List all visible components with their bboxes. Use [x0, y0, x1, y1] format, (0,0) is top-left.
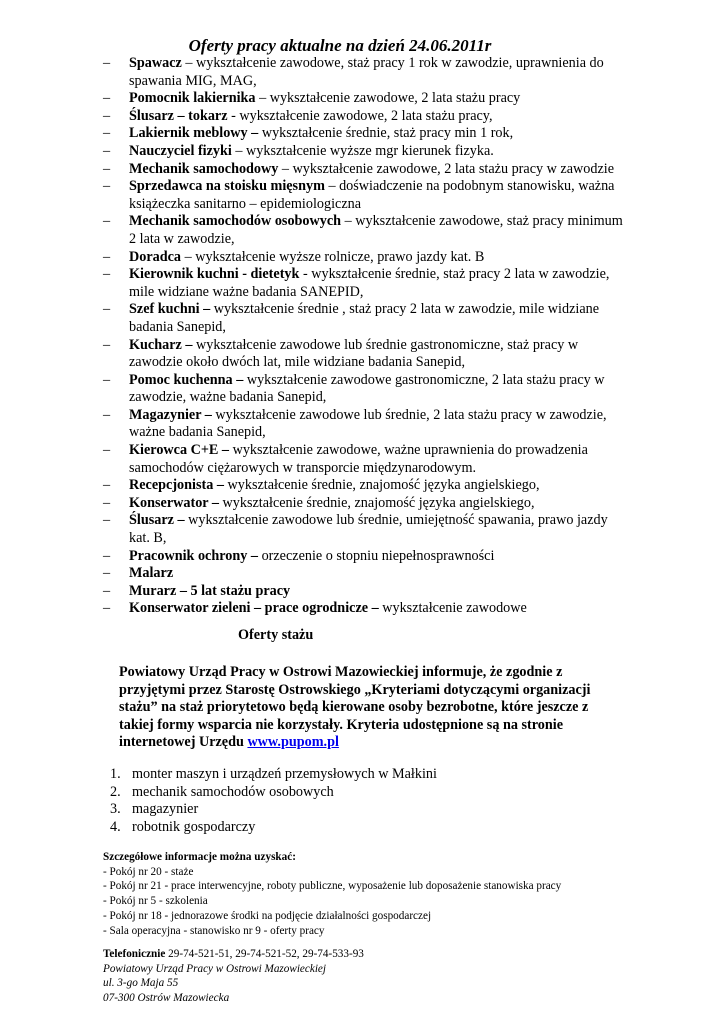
list-item: – Kierowca C+E – wykształcenie zawodowe, ważne uprawnienia do prowadzenia samochodów ciężarowych w transporcie międzynarodowym. [103, 442, 588, 476]
list-item: – Szef kuchni – wykształcenie średnie , staż pracy 2 lata w zawodzie, mile widziane badania Sanepid, [103, 301, 600, 335]
info-heading: Szczegółowe informacje można uzyskać: [103, 851, 296, 863]
internship-notice: Powiatowy Urząd Pracy w Ostrowi Mazowieckiej informuje, że zgodnie z przyjętymi przez Starostę Ostrowskiego „Kryteriami dotyczącymi organizacji stażu” na staż priorytetowo będą kierowane osoby bezrobotne, które jeszcze z takiej formy wsparcia nie korzystały. Kryteria udostępnione są na stronie internetowej Urzędu www.pupom.pl [119, 664, 591, 751]
list-item: – Konserwator zieleni – prace ogrodnicze – wykształcenie zawodowe [103, 600, 527, 617]
street-address: ul. 3-go Maja 55 [103, 977, 179, 990]
internship-list [110, 766, 437, 836]
page-title: Oferty pracy aktualne na dzień 24.06.2011r [188, 36, 492, 55]
internship-heading: Oferty stażu [238, 627, 314, 643]
list-item: – Kucharz – wykształcenie zawodowe lub średnie gastronomiczne, staż pracy w zawodzie około dwóch lat, mile widziane badania Sanepid, [103, 336, 579, 371]
list-item: 3. magazynier [110, 801, 199, 818]
list-item: – Spawacz – wykształcenie zawodowe, staż pracy 1 rok w zawodzie, uprawnienia do spawania MIG, MAG, [103, 55, 604, 89]
info-item: - Pokój nr 5 - szkolenia [103, 895, 208, 908]
info-item: - Sala operacyjna - stanowisko nr 9 - oferty pracy [103, 924, 325, 937]
info-item: - Pokój nr 21 - prace interwencyjne, roboty publiczne, wyposażenie lub doposażenie stanowiska pracy [103, 880, 562, 893]
city-address: 07-300 Ostrów Mazowiecka [103, 992, 230, 1005]
list-item: – Sprzedawca na stoisku mięsnym – doświadczenie na podobnym stanowisku, ważna książeczka sanitarno – epidemiologiczna [103, 178, 615, 212]
job-offers-list [0, 55, 724, 618]
phone-line: Telefonicznie 29-74-521-51, 29-74-521-52, 29-74-533-93 [103, 948, 364, 960]
list-item: – Magazynier – wykształcenie zawodowe lub średnie, 2 lata stażu pracy w zawodzie, ważne badania Sanepid, [103, 406, 607, 441]
list-item: – Ślusarz – wykształcenie zawodowe lub średnie, umiejętność spawania, prawo jazdy kat. B, [103, 512, 608, 547]
list-item: – Kierownik kuchni - dietetyk - wykształcenie średnie, staż pracy 2 lata w zawodzie, mile widziane ważne badania SANEPID, [103, 266, 610, 300]
list-item: – Pracownik ochrony – orzeczenie o stopniu niepełnosprawności [103, 547, 495, 564]
contact-footer [103, 947, 364, 1006]
list-item: – Lakiernik meblowy – wykształcenie średnie, staż pracy min 1 rok, [103, 125, 514, 142]
info-item: - Pokój nr 18 - jednorazowe środki na podjęcie działalności gospodarczej [103, 909, 432, 922]
list-item: – Doradca – wykształcenie wyższe rolnicze, prawo jazdy kat. B [103, 248, 485, 265]
list-item: – Nauczyciel fizyki – wykształcenie wyższe mgr kierunek fizyka. [103, 142, 494, 159]
info-section [103, 850, 561, 938]
list-item: – Malarz [103, 565, 174, 582]
list-item: – Pomocnik lakiernika – wykształcenie zawodowe, 2 lata stażu pracy [103, 90, 521, 107]
org-name: Powiatowy Urząd Pracy w Ostrowi Mazowieckiej [103, 962, 327, 975]
list-item: 4. robotnik gospodarczy [110, 818, 256, 835]
list-item: – Recepcjonista – wykształcenie średnie, znajomość języka angielskiego, [103, 477, 540, 494]
list-item: 2. mechanik samochodów osobowych [110, 783, 334, 800]
list-item: – Murarz – 5 lat stażu pracy [103, 582, 291, 599]
list-item: 1. monter maszyn i urządzeń przemysłowych w Małkini [110, 766, 437, 782]
list-item: – Mechanik samochodów osobowych – wykształcenie zawodowe, staż pracy minimum 2 lata w zawodzie, [103, 213, 623, 247]
list-item: – Konserwator – wykształcenie średnie, znajomość języka angielskiego, [103, 494, 535, 511]
list-item: – Mechanik samochodowy – wykształcenie zawodowe, 2 lata stażu pracy w zawodzie [103, 160, 614, 177]
info-item: - Pokój nr 20 - staże [103, 865, 194, 878]
list-item: – Pomoc kuchenna – wykształcenie zawodowe gastronomiczne, 2 lata stażu pracy w zawodzie, ważne badania Sanepid, [103, 371, 605, 406]
list-item: – Ślusarz – tokarz - wykształcenie zawodowe, 2 lata stażu pracy, [103, 107, 493, 124]
website-link[interactable]: www.pupom.pl [247, 734, 339, 751]
